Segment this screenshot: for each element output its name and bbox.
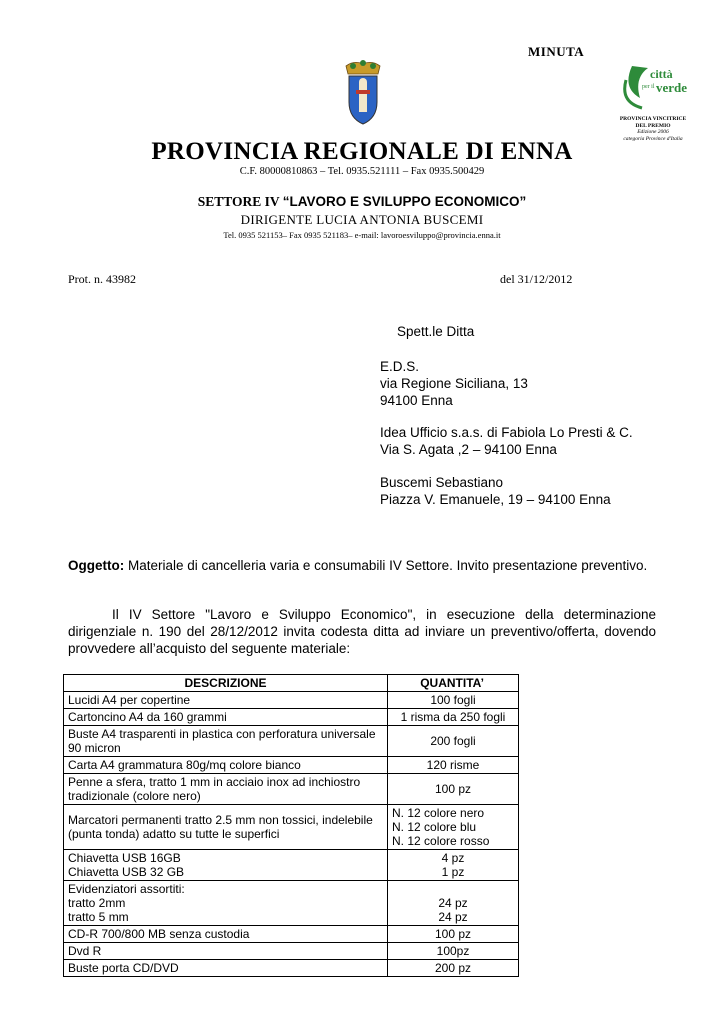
description-line: Evidenziatori assortiti:: [68, 882, 185, 896]
address-line: via Regione Siciliana, 13: [380, 376, 528, 391]
recipient-eds: [380, 358, 528, 409]
contacts-line: Tel. 0935 521153– Fax 0935 521183– e-mail: lavoroesviluppo@provincia.enna.it: [223, 230, 501, 240]
table-row: [64, 726, 519, 757]
tax-code-line: C.F. 80000810863 – Tel. 0935.521111 – Fax 0935.500429: [239, 166, 485, 177]
subject-line: [68, 556, 658, 576]
table-row: [64, 692, 519, 709]
quantity-line: N. 12 colore rosso: [392, 834, 490, 848]
materials-table: [63, 674, 519, 977]
protocol-number: Prot. n. 43982: [68, 272, 137, 286]
table-header-row: [64, 675, 519, 692]
item-description: [64, 881, 388, 926]
eco-caption-line: Edizione 2006: [637, 129, 669, 135]
item-description: Carta A4 grammatura 80g/mq colore bianco: [64, 757, 388, 774]
item-quantity: 100 pz: [388, 774, 519, 805]
description-line: Chiavetta USB 32 GB: [68, 865, 185, 879]
quantity-line: N. 12 colore blu: [392, 820, 477, 834]
eco-word2: verde: [656, 80, 688, 95]
header-quantity: QUANTITA’: [388, 675, 519, 692]
item-description: CD-R 700/800 MB senza custodia: [64, 926, 388, 943]
item-quantity: 200 fogli: [388, 726, 519, 757]
item-description: Marcatori permanenti tratto 2.5 mm non tossici, indelebile (punta tonda) adatto su tutte le superfici: [64, 805, 388, 850]
recipient-buscemi: [380, 474, 611, 508]
item-quantity: 1 risma da 250 fogli: [388, 709, 519, 726]
table-row: [64, 881, 519, 926]
header-description: DESCRIZIONE: [64, 675, 388, 692]
table-row: [64, 805, 519, 850]
department-name: “LAVORO E SVILUPPO ECONOMICO”: [282, 194, 527, 209]
department-prefix: SETTORE IV: [197, 194, 283, 209]
salutation: Spett.le Ditta: [397, 324, 475, 339]
item-quantity: [388, 805, 519, 850]
subject-label: Oggetto:: [68, 558, 125, 573]
recipient-idea-ufficio: [380, 424, 633, 458]
table-row: [64, 926, 519, 943]
description-line: Chiavetta USB 16GB: [68, 851, 181, 865]
description-line: tratto 5 mm: [68, 910, 129, 924]
item-quantity: [388, 881, 519, 926]
eco-caption-line: categoria Province d'Italia: [623, 135, 683, 142]
table-row: [64, 774, 519, 805]
item-description: Buste porta CD/DVD: [64, 960, 388, 977]
item-description: Lucidi A4 per copertine: [64, 692, 388, 709]
quantity-line: 24 pz: [438, 896, 468, 910]
eco-caption-line: DEL PREMIO: [635, 122, 671, 129]
director-line: DIRIGENTE LUCIA ANTONIA BUSCEMI: [240, 212, 484, 227]
table-row: [64, 960, 519, 977]
quantity-line: N. 12 colore nero: [392, 806, 485, 820]
address-line: Idea Ufficio s.a.s. di Fabiola Lo Presti & C.: [380, 425, 633, 440]
item-quantity: 100pz: [388, 943, 519, 960]
table-row: [64, 943, 519, 960]
quantity-line: 4 pz: [441, 851, 465, 865]
table-row: [64, 850, 519, 881]
eco-caption-line: PROVINCIA VINCITRICE: [619, 116, 687, 122]
item-description: Penne a sfera, tratto 1 mm in acciaio inox ad inchiostro tradizionale (colore nero): [64, 774, 388, 805]
description-line: tratto 2mm: [68, 896, 126, 910]
eco-word3: per il: [642, 84, 655, 90]
minuta-label: MINUTA: [528, 44, 585, 59]
page-title: PROVINCIA REGIONALE DI ENNA: [151, 138, 573, 165]
table-row: [64, 757, 519, 774]
item-quantity: 100 pz: [388, 926, 519, 943]
address-line: Via S. Agata ,2 – 94100 Enna: [380, 442, 557, 457]
quantity-line: 1 pz: [441, 865, 465, 879]
address-line: Piazza V. Emanuele, 19 – 94100 Enna: [380, 492, 611, 507]
item-description: Cartoncino A4 da 160 grammi: [64, 709, 388, 726]
address-line: 94100 Enna: [380, 393, 453, 408]
subject-text: Materiale di cancelleria varia e consumabili IV Settore. Invito presentazione preventivo.: [124, 558, 648, 573]
protocol-date: del 31/12/2012: [500, 272, 573, 286]
department-line: [0, 194, 724, 210]
address-line: Buscemi Sebastiano: [380, 475, 504, 490]
item-quantity: 100 fogli: [388, 692, 519, 709]
item-quantity: [388, 850, 519, 881]
item-quantity: 120 risme: [388, 757, 519, 774]
body-paragraph: Il IV Settore "Lavoro e Sviluppo Economico", in esecuzione della determinazione dirigenziale n. 190 del 28/12/2012 invita codesta ditta ad inviare un preventivo/offerta, dovendo provvedere all’acquisto del seguente materiale:: [68, 607, 656, 656]
item-quantity: 200 pz: [388, 960, 519, 977]
province-crest-icon: [340, 60, 386, 128]
address-line: E.D.S.: [380, 359, 420, 374]
item-description: Buste A4 trasparenti in plastica con perforatura universale 90 micron: [64, 726, 388, 757]
table-row: [64, 709, 519, 726]
eco-word1: città: [650, 67, 673, 81]
quantity-line: 24 pz: [438, 910, 468, 924]
item-description: Dvd R: [64, 943, 388, 960]
item-description: [64, 850, 388, 881]
